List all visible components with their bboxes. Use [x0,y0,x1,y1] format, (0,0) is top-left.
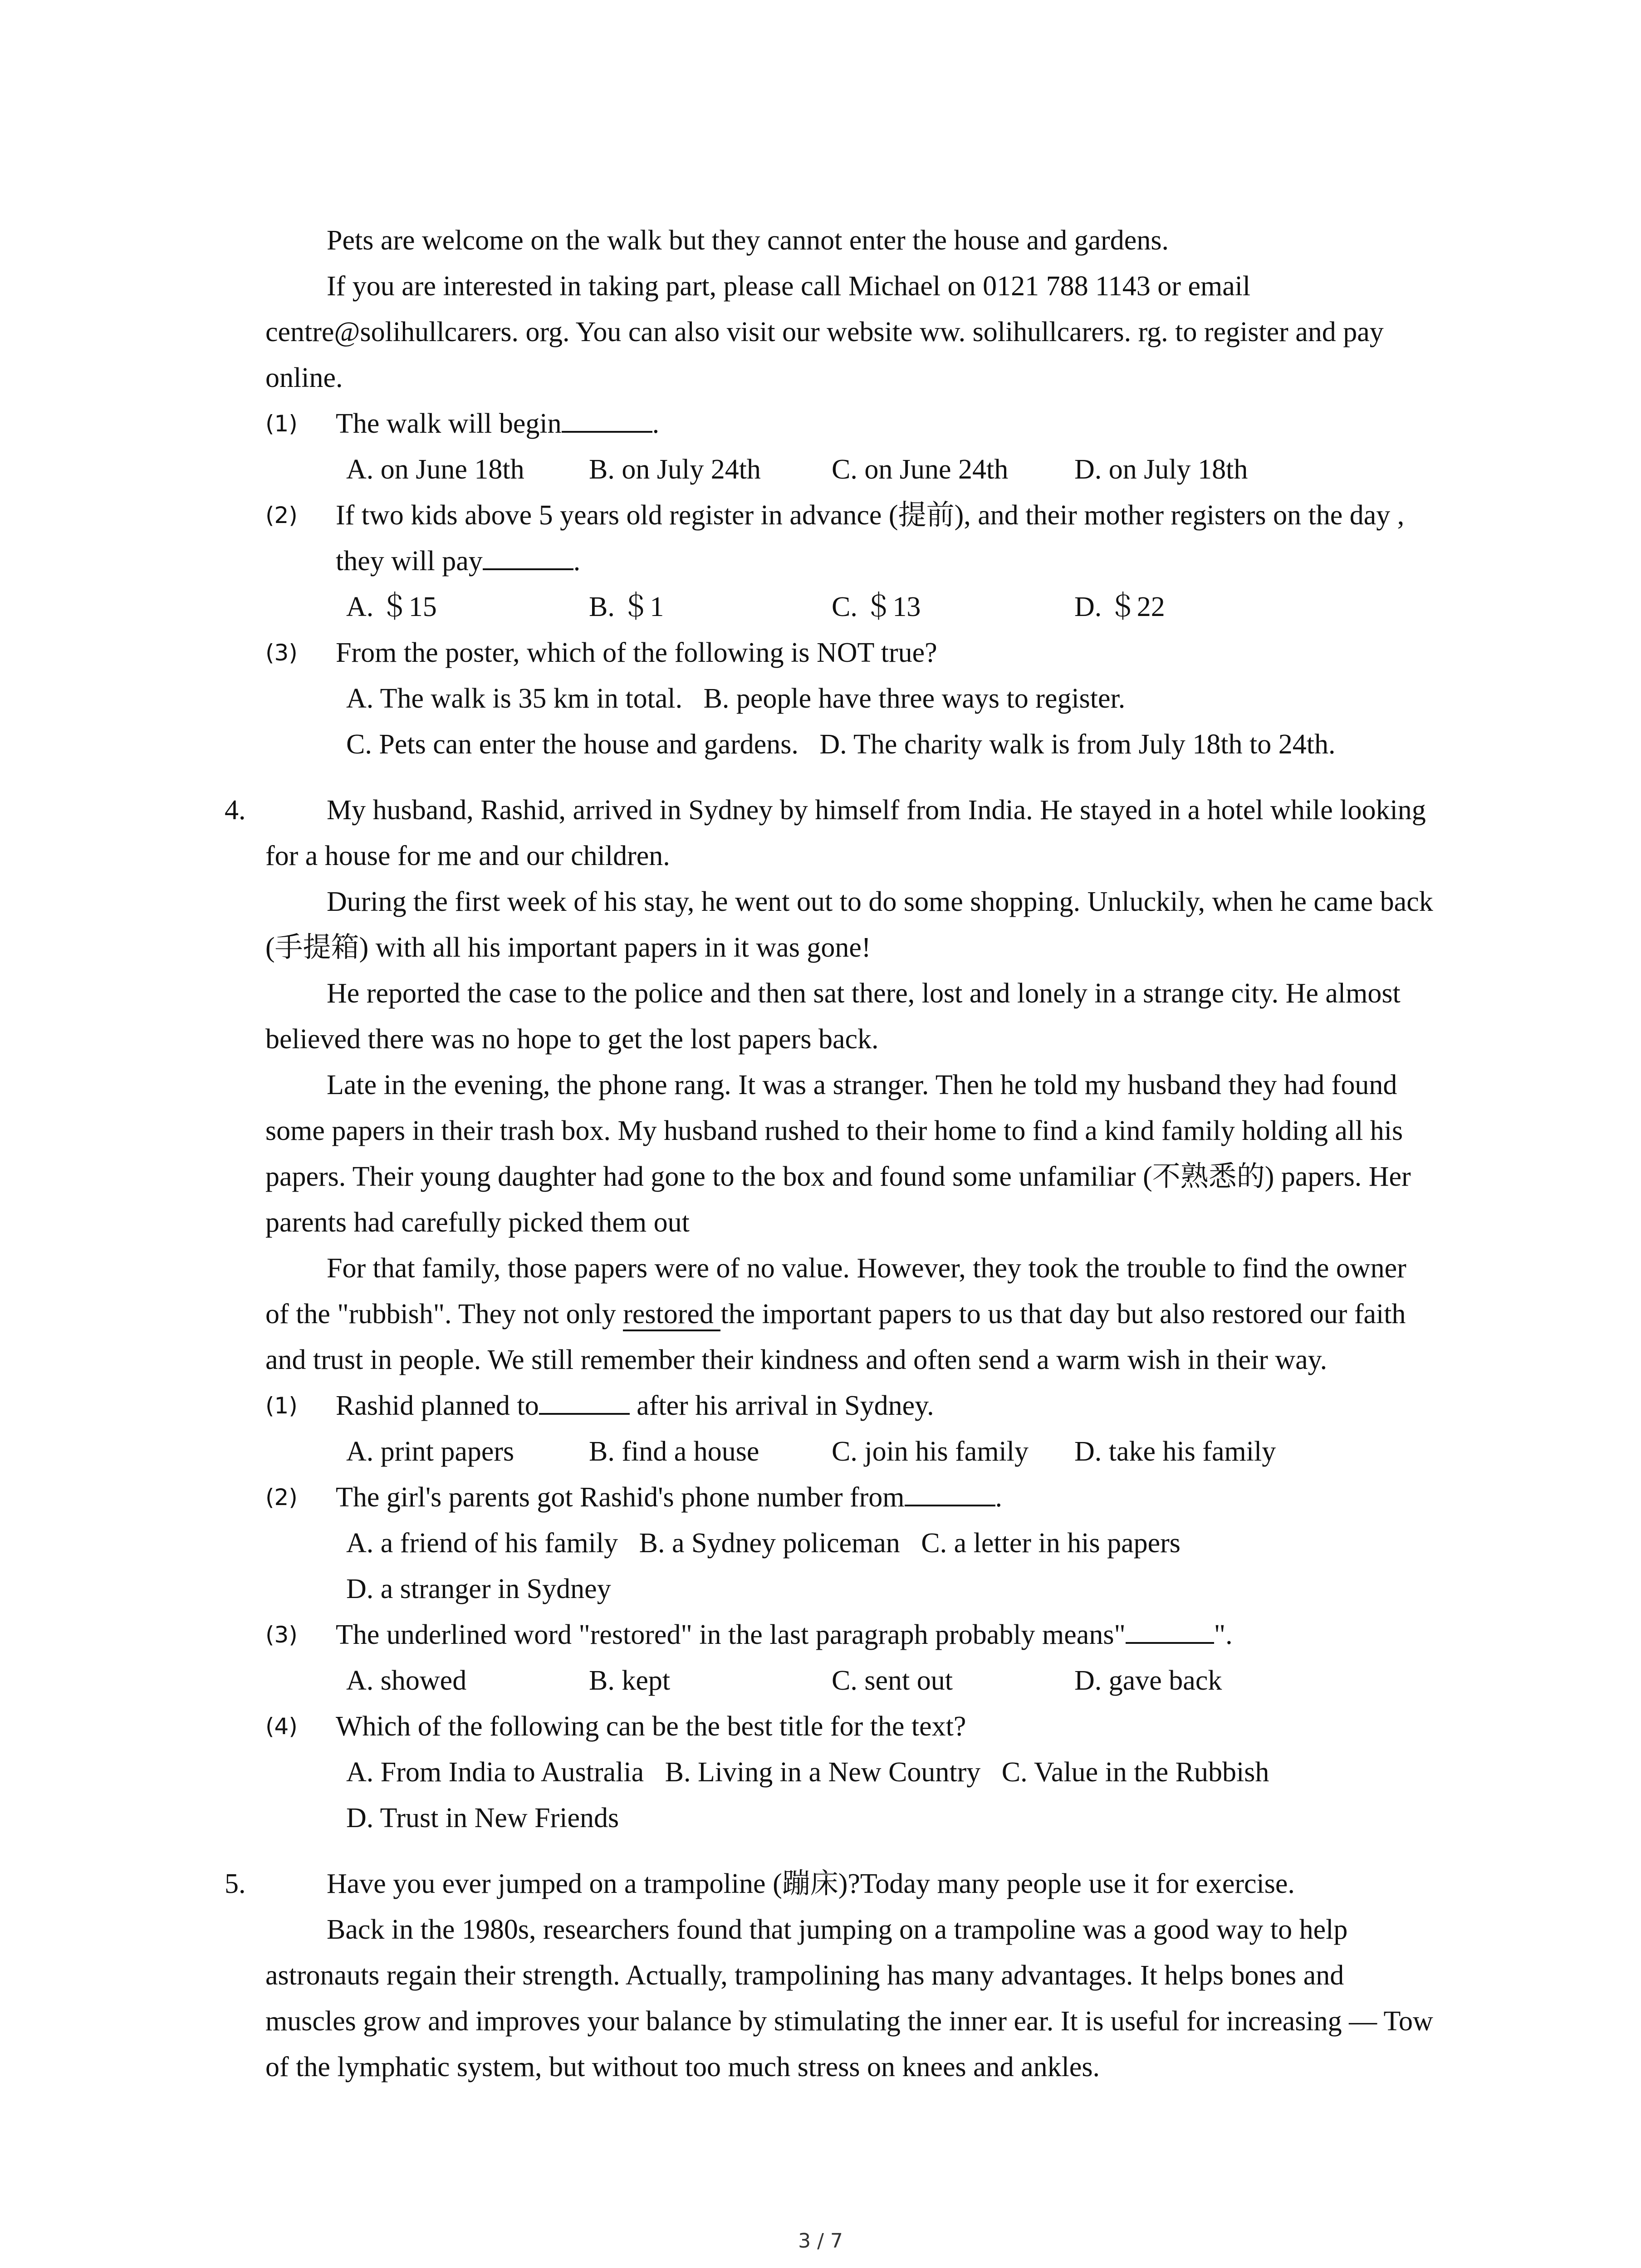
paragraph: Late in the evening, the phone rang. It was a stranger. Then he told my husband they had found some papers in their trash box. My husband rushed to their home to find a kind family holding all his papers. Their young daughter had gone to the box and found some unfamiliar (不熟悉的) papers. Her parents had carefully picked them out [265,1070,1411,1238]
answer-blank [1126,1614,1214,1644]
underlined-word: restored [623,1299,720,1331]
reading-item-5 [225,1861,1436,2090]
options-line: A. The walk is 35 km in total. B. people have three ways to register. [346,683,1126,714]
question-stem: Which of the following can be the best title for the text? [336,1711,966,1742]
question-stem: From the poster, which of the following is NOT true? [336,637,937,668]
option-a: A. showed [346,1665,467,1696]
item-number: 5. [225,1868,246,1899]
options-row [265,584,1436,630]
options-line: D. Trust in New Friends [346,1803,619,1833]
question-number: (3) [265,640,298,666]
reading-item-4 [225,787,1436,1841]
question-number: (1) [265,1393,298,1419]
question-4-3: (3) The underlined word "restored" in the last paragraph probably means" ". [265,1612,1436,1658]
question-number: (4) [265,1713,298,1740]
paragraph: During the first week of his stay, he went out to do some shopping. Unluckily, when he came back (手提箱) with all his important papers in it was gone! [265,886,1433,963]
question-4-4 [265,1704,1436,1750]
option-a: A. ＄15 [346,591,437,622]
option-a: A. print papers [346,1436,514,1467]
paragraph: For that family, those papers were of no value. However, they took the trouble to find the owner of the "rubbish". They not only restored the important papers to us that day but also restored our faith and trust in people. We still remember their kindness and often send a warm wish in their way. [265,1253,1406,1375]
answer-blank [483,540,573,570]
question-number: (2) [265,502,298,528]
options-row [265,1429,1436,1475]
paragraph: Have you ever jumped on a trampoline (蹦床)?Today many people use it for exercise. [327,1868,1295,1899]
option-c: C. sent out [832,1665,953,1696]
paragraph: Pets are welcome on the walk but they cannot enter the house and gardens. [327,225,1169,256]
answer-blank [905,1476,995,1506]
question-3-3 [265,630,1436,676]
page-number: 3 / 7 [798,2229,843,2253]
option-b: B. kept [589,1665,671,1696]
options-line: C. Pets can enter the house and gardens. D. The charity walk is from July 18th to 24th. [346,729,1336,760]
answer-blank [562,403,652,433]
option-d: D. gave back [1074,1665,1222,1696]
option-c: C. join his family [832,1436,1029,1467]
question-3-1: (1) The walk will begin . [265,401,1436,447]
question-4-1: (1) Rashid planned to after his arrival in Sydney. [265,1383,1436,1429]
option-b: B. find a house [589,1436,759,1467]
item-number: 4. [225,795,246,826]
question-stem: The walk will begin [336,408,562,439]
question-stem: If two kids above 5 years old register in advance (提前), and their mother registers on the day , they will pay [336,500,1405,577]
paragraph: Back in the 1980s, researchers found that jumping on a trampoline was a good way to help astronauts regain their strength. Actually, trampolining has many advantages. It helps bones and muscles grow and improves your balance by stimulating the inner ear. It is useful for increasing — Tow of the lymphatic system, but without too much stress on knees and ankles. [265,1914,1433,2082]
options-line: A. From India to Australia B. Living in a New Country C. Value in the Rubbish [346,1757,1269,1788]
question-stem: The underlined word "restored" in the last paragraph probably means" [336,1619,1126,1650]
question-stem: Rashid planned to [336,1390,539,1421]
option-d: D. on July 18th [1074,454,1248,485]
option-a: A. on June 18th [346,454,524,485]
option-c: C. on June 24th [832,454,1009,485]
document-body [225,218,1436,2090]
options-line: D. a stranger in Sydney [346,1574,611,1604]
question-4-2: (2) The girl's parents got Rashid's phone number from . [265,1475,1436,1520]
option-b: B. ＄1 [589,591,664,622]
options-line: A. a friend of his family B. a Sydney policeman C. a letter in his papers [346,1528,1181,1559]
paragraph: My husband, Rashid, arrived in Sydney by himself from India. He stayed in a hotel while looking for a house for me and our children. [265,795,1426,871]
answer-blank [539,1385,630,1415]
question-stem: The girl's parents got Rashid's phone number from [336,1482,905,1513]
question-number: (3) [265,1622,298,1648]
question-number: (1) [265,411,298,437]
question-3-2: (2) If two kids above 5 years old register in advance (提前), and their mother registers on the day , they will pay . [265,493,1436,584]
option-d: D. ＄22 [1074,591,1165,622]
question-number: (2) [265,1484,298,1510]
options-row [265,447,1436,493]
paragraph: He reported the case to the police and then sat there, lost and lonely in a strange city. He almost believed there was no hope to get the lost papers back. [265,978,1401,1055]
option-d: D. take his family [1074,1436,1276,1467]
paragraph: If you are interested in taking part, please call Michael on 0121 788 1143 or email centre@solihullcarers. org. You can also visit our website ww. solihullcarers. rg. to register and pay online. [265,271,1384,393]
option-c: C. ＄13 [832,591,921,622]
options-row [265,1658,1436,1704]
option-b: B. on July 24th [589,454,761,485]
